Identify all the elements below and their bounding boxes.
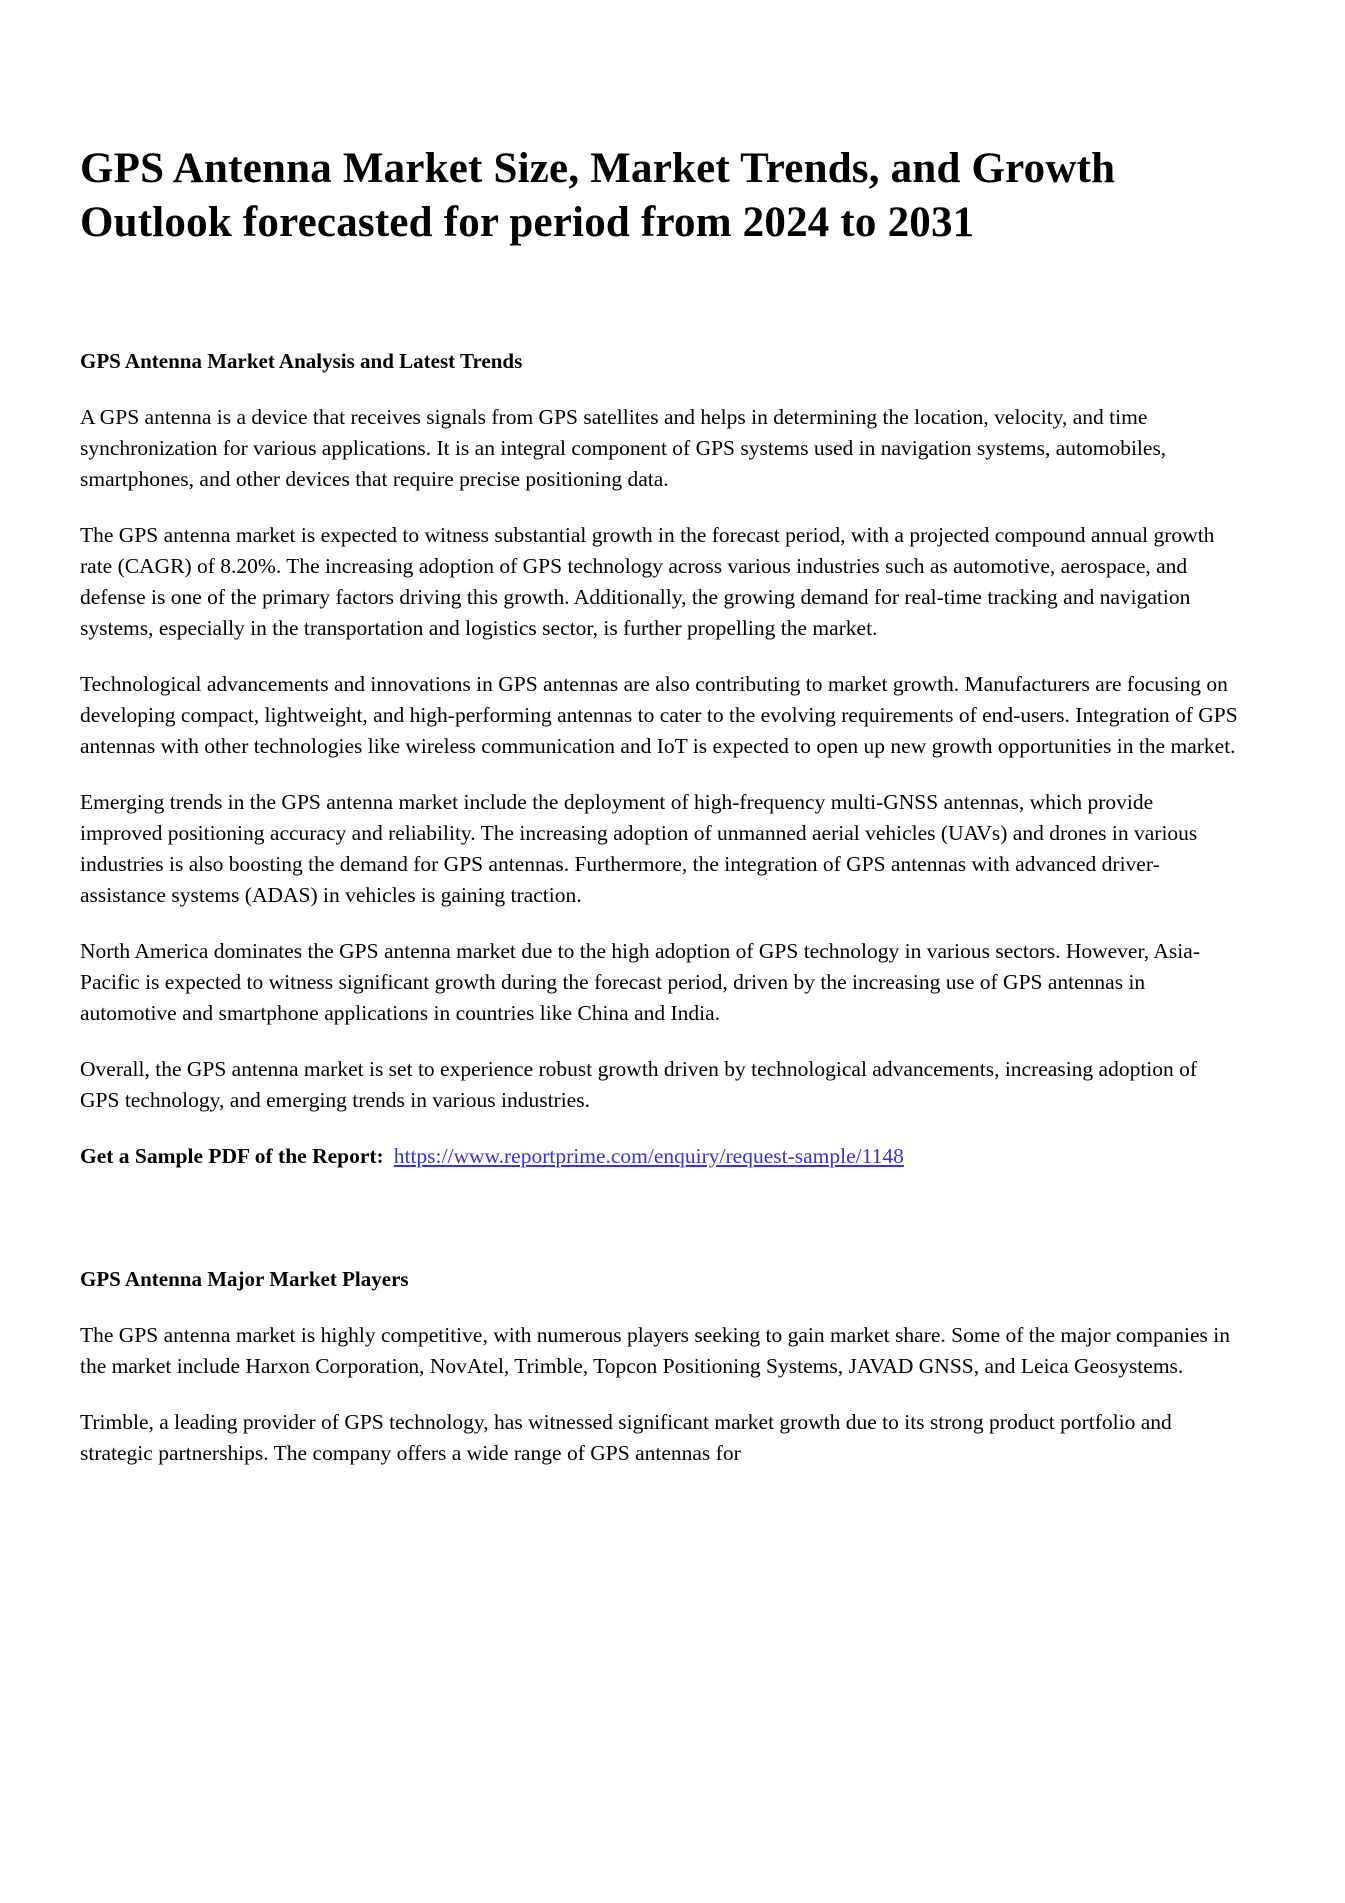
market-players-section xyxy=(80,1264,1265,1469)
analysis-section-heading: GPS Antenna Market Analysis and Latest Trends xyxy=(80,349,523,373)
analysis-paragraph-1: A GPS antenna is a device that receives signals from GPS satellites and helps in determining the location, velocity, and time synchronization for various applications. It is an integral component of GPS systems used in navigation systems, automobiles, smartphones, and other devices that require precise positioning data. xyxy=(80,405,1167,491)
analysis-paragraph-6: Overall, the GPS antenna market is set to experience robust growth driven by technological advancements, increasing adoption of GPS technology, and emerging trends in various industries. xyxy=(80,1057,1198,1112)
market-analysis-section xyxy=(80,346,1265,1116)
page-title: GPS Antenna Market Size, Market Trends, and Growth Outlook forecasted for period from 2024 to 2031 xyxy=(80,145,1116,246)
sample-report-link[interactable]: https://www.reportprime.com/enquiry/request-sample/1148 xyxy=(393,1144,904,1168)
players-section-heading: GPS Antenna Major Market Players xyxy=(80,1267,409,1291)
analysis-paragraph-4: Emerging trends in the GPS antenna market include the deployment of high-frequency multi-GNSS antennas, which provide improved positioning accuracy and reliability. The increasing adoption of unmanned aerial vehicles (UAVs) and drones in various industries is also boosting the demand for GPS antennas. Furthermore, the integration of GPS antennas with advanced driver-assistance systems (ADAS) in vehicles is gaining traction. xyxy=(80,790,1198,907)
analysis-paragraph-3: Technological advancements and innovations in GPS antennas are also contributing to market growth. Manufacturers are focusing on developing compact, lightweight, and high-performing antennas to cater to the evolving requirements of end-users. Integration of GPS antennas with other technologies like wireless communication and IoT is expected to open up new growth opportunities in the market. xyxy=(80,672,1238,758)
players-paragraph-1: The GPS antenna market is highly competitive, with numerous players seeking to gain market share. Some of the major companies in the market include Harxon Corporation, NovAtel, Trimble, Topcon Positioning Systems, JAVAD GNSS, and Leica Geosystems. xyxy=(80,1323,1230,1378)
sample-report-label: Get a Sample PDF of the Report: xyxy=(80,1144,384,1168)
analysis-paragraph-2: The GPS antenna market is expected to witness substantial growth in the forecast period, with a projected compound annual growth rate (CAGR) of 8.20%. The increasing adoption of GPS technology across various industries such as automotive, aerospace, and defense is one of the primary factors driving this growth. Additionally, the growing demand for real-time tracking and navigation systems, especially in the transportation and logistics sector, is further propelling the market. xyxy=(80,523,1215,640)
analysis-paragraph-5: North America dominates the GPS antenna market due to the high adoption of GPS technology in various sectors. However, Asia-Pacific is expected to witness significant growth during the forecast period, driven by the increasing use of GPS antennas in automotive and smartphone applications in countries like China and India. xyxy=(80,939,1200,1025)
sample-report-line xyxy=(80,1141,1265,1172)
players-paragraph-2: Trimble, a leading provider of GPS technology, has witnessed significant market growth due to its strong product portfolio and strategic partnerships. The company offers a wide range of GPS antennas for xyxy=(80,1410,1172,1465)
